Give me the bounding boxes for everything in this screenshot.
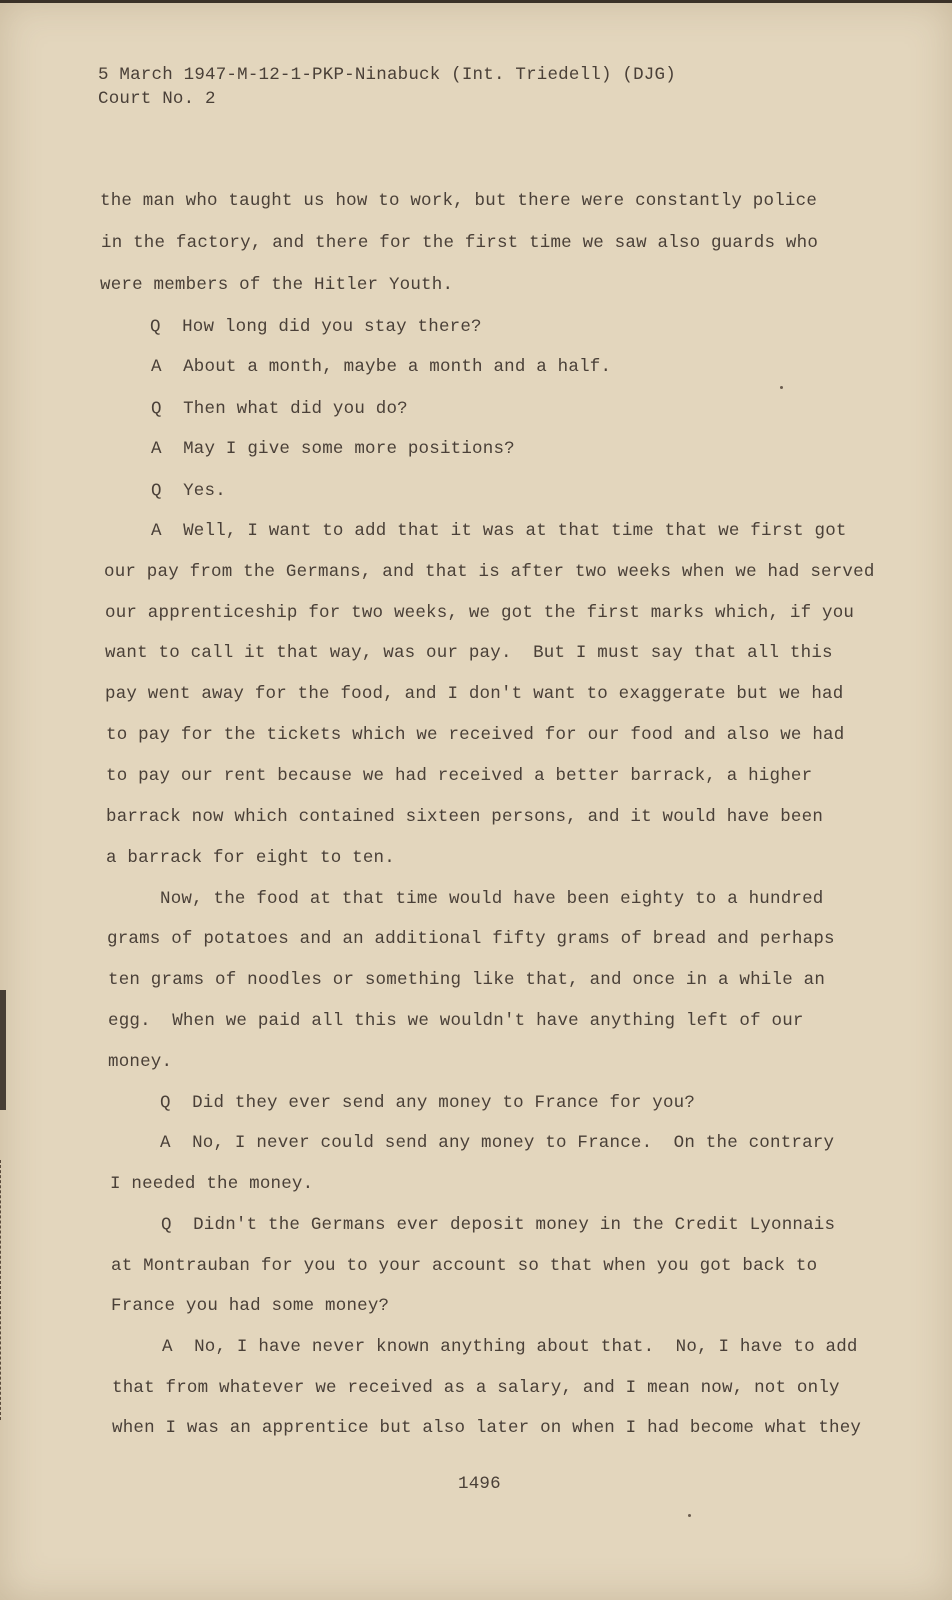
body-line: our apprenticeship for two weeks, we got the first marks which, if you <box>105 603 855 623</box>
body-line: Now, the food at that time would have been eighty to a hundred <box>160 889 824 909</box>
page-header <box>98 63 676 111</box>
body-line: to pay our rent because we had received a better barrack, a higher <box>106 766 813 786</box>
body-line: ten grams of noodles or something like that, and once in a while an <box>108 970 826 990</box>
body-line: Q Didn't the Germans ever deposit money in the Credit Lyonnais <box>161 1215 836 1235</box>
body-line: Q Then what did you do? <box>151 399 408 419</box>
body-line: A About a month, maybe a month and a half. <box>151 357 612 377</box>
header-case-line: 5 March 1947-M-12-1-PKP-Ninabuck (Int. Triedell) (DJG) <box>98 65 676 85</box>
body-line: egg. When we paid all this we wouldn't have anything left of our <box>108 1011 804 1031</box>
page-number: 1496 <box>458 1474 501 1494</box>
paper-speck <box>780 386 783 389</box>
body-line: our pay from the Germans, and that is after two weeks when we had served <box>104 562 875 582</box>
body-line: pay went away for the food, and I don't want to exaggerate but we had <box>105 684 844 704</box>
header-court-line: Court No. 2 <box>98 89 216 109</box>
body-line: in the factory, and there for the first time we saw also guards who <box>101 233 819 253</box>
body-line: want to call it that way, was our pay. But I must say that all this <box>105 643 833 663</box>
paper-speck <box>688 1514 691 1517</box>
body-line: that from whatever we received as a salary, and I mean now, not only <box>112 1378 840 1398</box>
body-line: barrack now which contained sixteen persons, and it would have been <box>106 807 824 827</box>
body-line: I needed the money. <box>110 1174 314 1194</box>
body-line: Q Did they ever send any money to France for you? <box>160 1093 696 1113</box>
scan-top-edge <box>0 0 952 3</box>
body-line: at Montrauban for you to your account so that when you got back to <box>111 1256 818 1276</box>
body-line: A No, I have never known anything about that. No, I have to add <box>162 1337 858 1357</box>
scan-left-edge-tear <box>0 1160 4 1420</box>
body-line: Q Yes. <box>151 481 226 501</box>
body-line: to pay for the tickets which we received for our food and also we had <box>106 725 845 745</box>
body-line: money. <box>108 1052 173 1072</box>
body-line: grams of potatoes and an additional fifty grams of bread and perhaps <box>107 929 835 949</box>
body-line: were members of the Hitler Youth. <box>100 275 454 295</box>
body-line: A Well, I want to add that it was at that time that we first got <box>151 521 847 541</box>
body-line: A May I give some more positions? <box>151 439 515 459</box>
body-line: when I was an apprentice but also later on when I had become what they <box>112 1418 862 1438</box>
scan-left-edge-mark <box>0 990 6 1110</box>
body-line: A No, I never could send any money to France. On the contrary <box>160 1133 835 1153</box>
body-line: France you had some money? <box>111 1296 390 1316</box>
body-line: a barrack for eight to ten. <box>106 848 395 868</box>
body-line: the man who taught us how to work, but there were constantly police <box>100 191 818 211</box>
body-line: Q How long did you stay there? <box>150 317 482 337</box>
